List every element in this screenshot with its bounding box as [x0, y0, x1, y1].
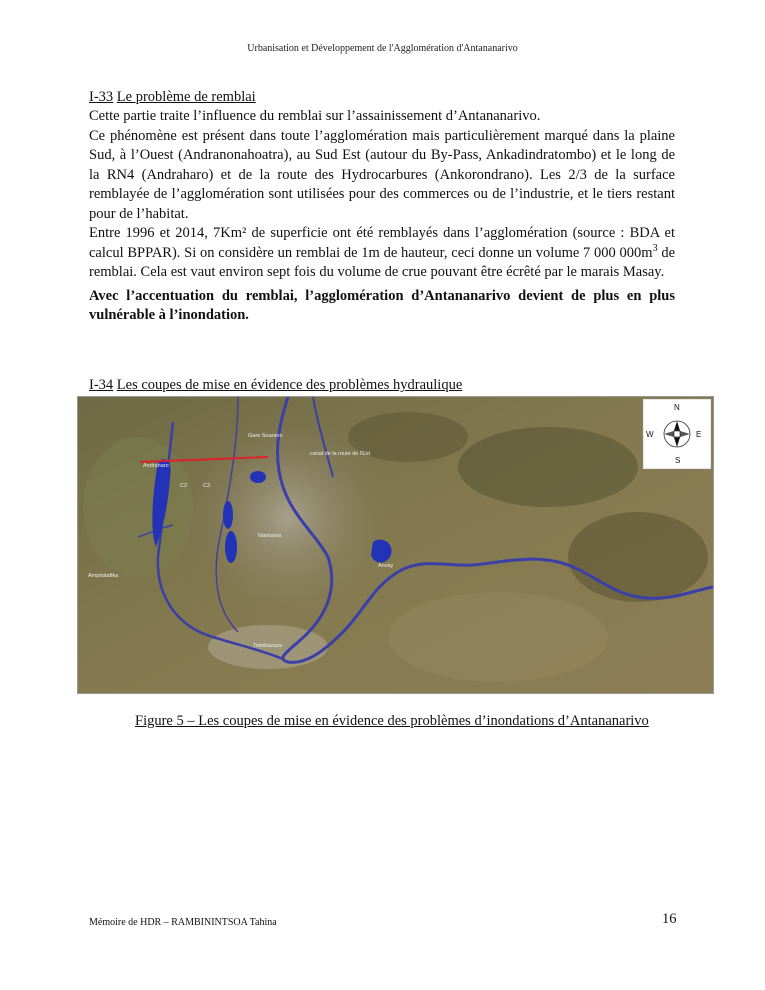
- map-label: Andraharo: [143, 463, 169, 469]
- figure-caption: Figure 5 – Les coupes de mise en évidence des problèmes d’inondations d’Antananarivo: [135, 713, 649, 729]
- volume-text: Entre 1996 et 2014, 7Km² de superficie ont été remblayés dans l’agglomération (source : BDA et calcul BPPAR). Si on considère un remblai de 1m de hauteur, ceci donne un volume 7 000 000m: [89, 225, 675, 261]
- section-number: I-33: [89, 89, 114, 105]
- paragraph-intro: Cette partie traite l’influence du remblai sur l’assainissement d’Antananarivo.: [89, 108, 541, 124]
- compass-center: [674, 431, 680, 437]
- map-label: C2: [180, 483, 188, 489]
- water-body-anosy: [225, 531, 237, 563]
- paragraph-location: Ce phénomène est présent dans toute l’agglomération mais particulièrement marqué dans la plaine Sud, à l’Ouest (Andranonahoatra), au Sud Est (autour du By-Pass, Ankadindratombo) et le long de la RN4 (Andraharo) et de la route des Hydrocarbures (Ankorondrano). Les 2/3 de la surface remblayée de l’agglomération sont utilisées pour des commerces ou de l’industrie, et le tiers restant pour de l’habitat.: [89, 127, 675, 222]
- compass-south: S: [675, 456, 681, 465]
- section-coupes-title: [89, 376, 462, 395]
- section-remblai: [89, 88, 675, 326]
- hill-patch: [458, 427, 638, 507]
- urban-area: [178, 407, 398, 627]
- map-label: Ampitatafika: [88, 573, 119, 579]
- map-label: Gare Soarano: [248, 433, 283, 439]
- page-number: 16: [662, 911, 677, 927]
- compass-rose: [643, 399, 711, 469]
- section-title: [89, 88, 675, 107]
- page-header: Urbanisation et Développement de l'Agglomération d'Antananarivo: [247, 43, 518, 54]
- paragraph-volume: [89, 224, 675, 283]
- field-patch: [83, 437, 193, 577]
- section-heading: Les coupes de mise en évidence des problèmes hydraulique: [116, 377, 463, 393]
- hill-patch: [568, 512, 708, 602]
- compass-east: E: [696, 430, 702, 439]
- field-patch: [388, 592, 608, 682]
- compass-north: N: [674, 403, 680, 412]
- volume-text-end: de remblai. Cela est vaut environ sept fois du volume de crue pouvant être écrêté par le marais Masay.: [89, 244, 675, 280]
- section-number: I-34: [89, 377, 114, 393]
- map-label: Anosy: [378, 563, 394, 569]
- footer-author: Mémoire de HDR – RAMBININTSOA Tahina: [89, 917, 277, 928]
- map-label: Tsimbazaza: [253, 643, 283, 649]
- section-heading: Le problème de remblai: [116, 89, 256, 105]
- map-label: C3: [203, 483, 211, 489]
- paragraph-conclusion: Avec l’accentuation du remblai, l’agglomération d’Antananarivo devient de plus en plus vulnérable à l’inondation.: [89, 287, 675, 323]
- water-body: [250, 471, 266, 483]
- map-label: canal de la route de l'Est: [310, 451, 371, 457]
- volume-exponent: 3: [652, 242, 658, 254]
- satellite-map: [78, 397, 713, 693]
- compass-west: W: [646, 430, 654, 439]
- water-body: [223, 501, 233, 529]
- satellite-map-figure: [77, 396, 714, 694]
- map-label: Nanisana: [258, 533, 282, 539]
